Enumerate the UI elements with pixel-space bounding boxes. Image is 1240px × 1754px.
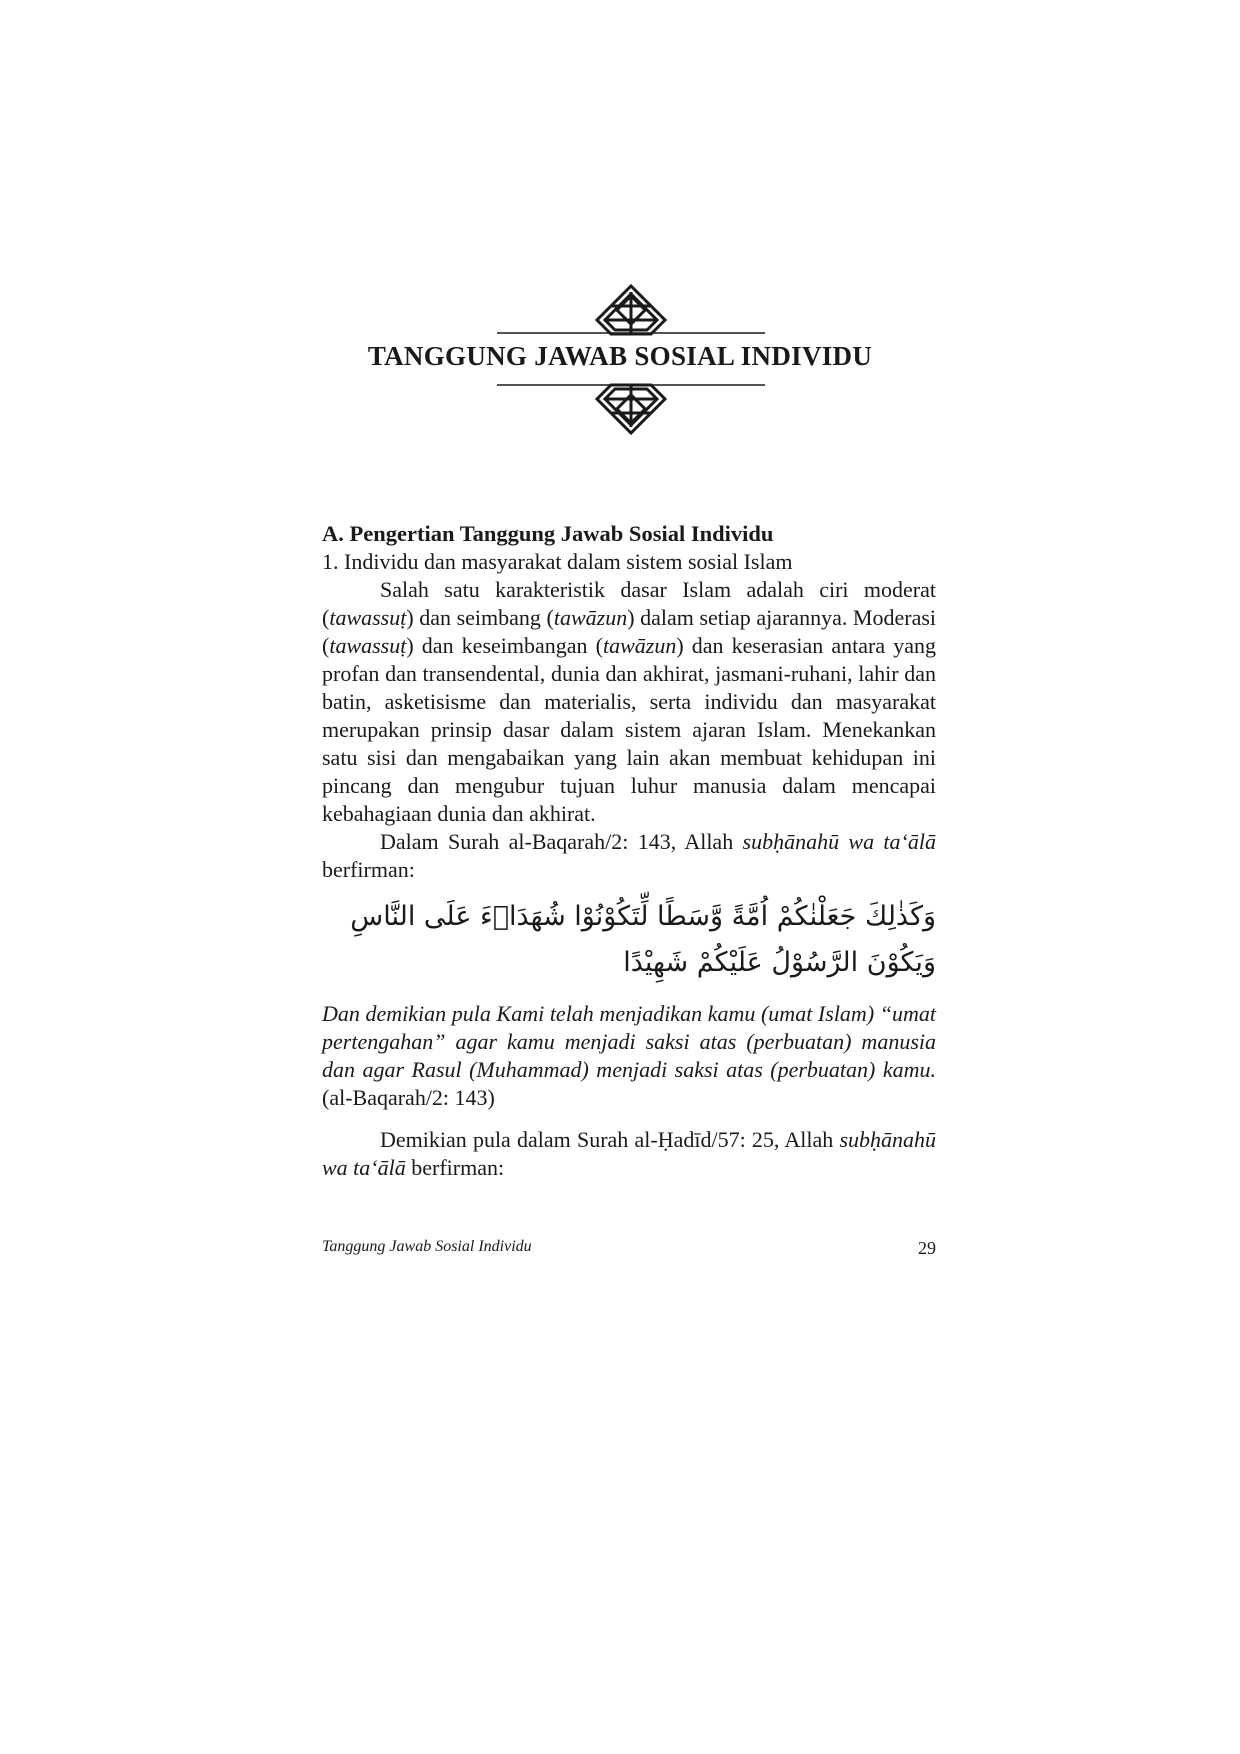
para1-term-1: tawassuṭ — [329, 605, 407, 630]
para1-term-3: tawassuṭ — [329, 633, 407, 658]
translation-reference: (al-Baqarah/2: 143) — [322, 1085, 495, 1110]
para2-term-1: subḥānahū wa ta‘ālā — [742, 829, 936, 854]
para2-text-1: Dalam Surah al-Baqarah/2: 143, Allah — [380, 829, 743, 854]
arabic-verse: وَكَذٰلِكَ جَعَلْنٰكُمْ اُمَّةً وَّسَطًا لِّتَكُوْنُوْا شُهَدَاۤءَ عَلَى النَّاسِ وَيَكُوْنَ الرَّسُوْلُ عَلَيْكُمْ شَهِيْدًا — [350, 901, 936, 978]
main-content — [322, 520, 936, 1182]
chapter-ornament — [0, 0, 1240, 450]
para1-text-4: ) dan keseimbangan ( — [406, 633, 603, 658]
running-title: Tanggung Jawab Sosial Individu — [322, 1238, 532, 1255]
para1-text-5: ) dan keserasian antara yang profan dan transendental, dunia dan akhirat, jasmani-ruhani, lahir dan batin, asketisisme dan materialis, serta individu dan masyarakat merupakan prinsip dasar dalam sistem ajaran Islam. Menekankan satu sisi dan mengabaikan yang lain akan membuat kehidupan ini pincang dan mengubur tujuan luhur manusia dalam mencapai kebahagiaan dunia dan akhirat. — [322, 633, 936, 826]
paragraph-moderation — [322, 576, 936, 828]
para1-term-2: tawāzun — [553, 605, 628, 630]
para3-text-1: Demikian pula dalam Surah al-Ḥadīd/57: 25, Allah — [380, 1127, 840, 1152]
para1-text-2: ) dan seimbang ( — [406, 605, 554, 630]
para1-text-1: Salah satu karakteristik dasar Islam adalah ciri moderat ( — [322, 577, 936, 630]
subsection-heading: 1. Individu dan masyarakat dalam sistem sosial Islam — [322, 549, 793, 574]
ornament-top — [597, 286, 665, 334]
translation-text: Dan demikian pula Kami telah menjadikan kamu (umat Islam) “umat pertengahan” agar kamu menjadi saksi atas (perbuatan) manusia dan agar Rasul (Muhammad) menjadi saksi atas (perbuatan) kamu. — [322, 1001, 936, 1082]
para3-term-1: subḥānahū wa ta‘ālā — [322, 1127, 936, 1180]
para1-text-3: ) dalam setiap ajarannya. Moderasi ( — [322, 605, 937, 658]
para3-text-2: berfirman: — [405, 1155, 505, 1180]
para2-text-2: berfirman: — [322, 857, 415, 882]
page-footer — [322, 1238, 936, 1259]
chapter-title: TANGGUNG JAWAB SOSIAL INDIVIDU — [367, 341, 873, 371]
paragraph-baqarah-intro — [322, 828, 936, 884]
section-heading: A. Pengertian Tanggung Jawab Sosial Individu — [322, 521, 774, 546]
verse-translation — [322, 1000, 936, 1112]
page-number: 29 — [918, 1238, 936, 1258]
para1-term-4: tawāzun — [602, 633, 677, 658]
ornament-bottom — [597, 385, 665, 433]
paragraph-hadid-intro — [322, 1126, 936, 1182]
